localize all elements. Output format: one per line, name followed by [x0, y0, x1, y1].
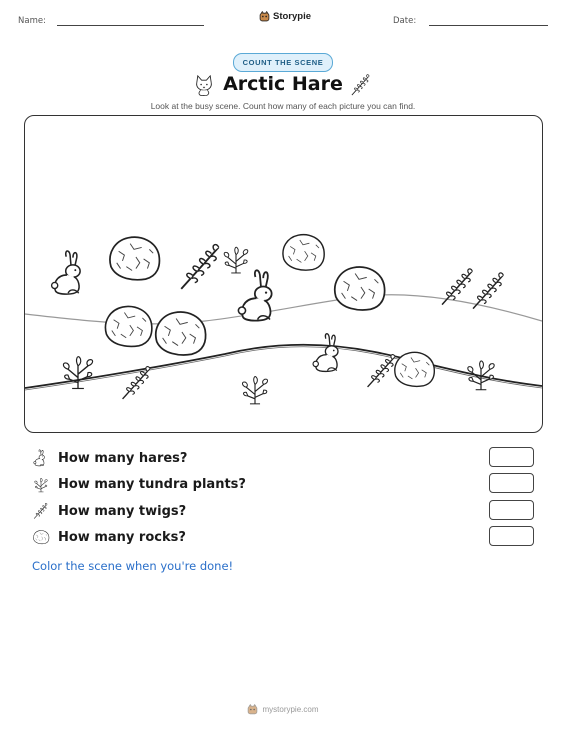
- page-title: Arctic Hare: [223, 73, 343, 95]
- twig-title-icon: [349, 73, 373, 97]
- question-hares: [32, 447, 187, 469]
- rock: [335, 267, 385, 310]
- hare: [52, 251, 81, 294]
- rock: [395, 352, 434, 386]
- hare-icon: [32, 449, 50, 467]
- color-instruction: Color the scene when you're done!: [32, 559, 234, 573]
- name-label: Name:: [18, 16, 46, 26]
- answer-box-hares[interactable]: [489, 447, 534, 467]
- tundra-plant: [224, 247, 248, 273]
- far-hill-line: [25, 295, 542, 324]
- brand-logo: [259, 11, 311, 22]
- question-twigs: [32, 500, 186, 522]
- brand-name: Storypie: [273, 11, 312, 22]
- hare: [238, 270, 272, 320]
- tundra-plant-icon: [32, 475, 50, 493]
- rock: [156, 312, 206, 355]
- rock-icon: [32, 529, 50, 545]
- scene-illustration: [25, 116, 542, 432]
- tundra-plant: [468, 361, 494, 390]
- footer-url: mystorypie.com: [262, 705, 319, 714]
- storypie-mascot-icon: [247, 704, 258, 715]
- question-text: How many tundra plants?: [58, 476, 246, 492]
- answer-box-twigs[interactable]: [489, 500, 534, 520]
- date-label: Date:: [393, 16, 417, 26]
- twig: [442, 269, 472, 305]
- answer-box-rocks[interactable]: [489, 526, 534, 546]
- name-field[interactable]: [57, 25, 204, 26]
- question-tundra-plants: [32, 473, 246, 495]
- near-hill-line: [25, 345, 542, 388]
- rock: [110, 237, 159, 280]
- twig: [368, 355, 395, 387]
- tundra-plant: [242, 377, 267, 404]
- rock: [105, 306, 151, 346]
- answer-box-tundra-plants[interactable]: [489, 473, 534, 493]
- question-text: How many twigs?: [58, 503, 187, 519]
- count-scene: [24, 115, 543, 433]
- twig: [181, 245, 218, 289]
- question-text: How many hares?: [58, 450, 188, 466]
- twig: [473, 273, 503, 309]
- instructions: Look at the busy scene. Count how many of each picture you can find.: [150, 101, 416, 111]
- question-text: How many rocks?: [58, 529, 186, 545]
- footer: [0, 704, 566, 715]
- hare: [313, 334, 338, 372]
- rock: [283, 235, 324, 270]
- date-field[interactable]: [429, 25, 548, 26]
- twig-icon: [32, 502, 50, 520]
- section-badge: COUNT THE SCENE: [233, 53, 333, 72]
- question-rocks: [32, 526, 186, 548]
- storypie-mascot-icon: [259, 11, 270, 22]
